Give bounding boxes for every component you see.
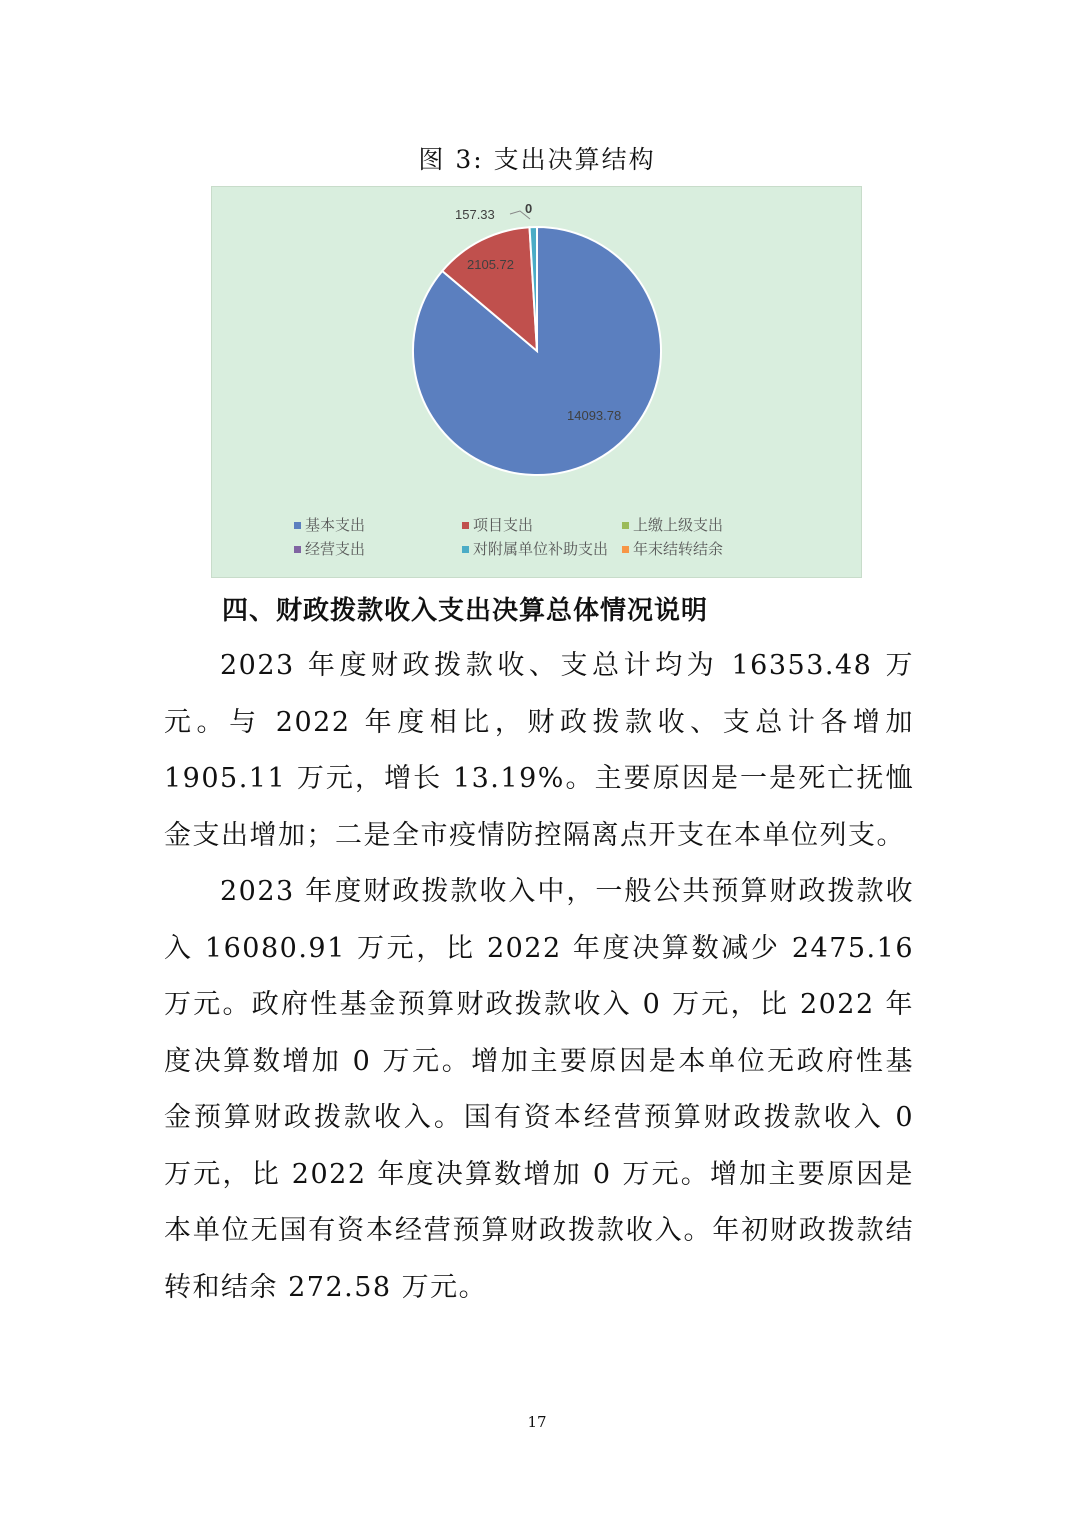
legend-swatch-2 [622,522,629,529]
legend-label-3: 经营支出 [305,541,366,558]
paragraph-2: 2023 年度财政拨款收入中，一般公共预算财政拨款收入 16080.91 万元，比 2022 年度决算数减少 2475.16 万元。政府性基金预算财政拨款收入 0 万元，比 2022 年度决算数增加 0 万元。增加主要原因是本单位无政府性基金预算财政拨款收入。国有资本经营预算财政拨款收入 0 万元，比 2022 年度决算数增加 0 万元。增加主要原因是本单位无国有资本经营预算财政拨款收入。年初财政拨款结转和结余 272.58 万元。 [164,876,914,1303]
legend-swatch-5 [622,546,629,553]
pie-chart-svg [212,187,863,579]
figure-caption: 图 3: 支出决算结构 [418,145,656,174]
legend-swatch-3 [294,546,301,553]
legend-label-4: 对附属单位补助支出 [473,541,609,558]
data-label-0: 14093.78 [567,408,622,423]
data-label-1: 2105.72 [467,257,514,272]
legend-label-0: 基本支出 [305,517,366,534]
pie-chart [211,186,862,578]
legend-label-2: 上缴上级支出 [633,517,724,534]
legend-label-5: 年末结转结余 [633,541,724,558]
legend-swatch-1 [462,522,469,529]
data-label-2: 157.33 [455,207,495,222]
data-label-3: 0 [525,201,533,216]
legend-label-1: 项目支出 [473,517,534,534]
legend-swatch-4 [462,546,469,553]
paragraph-1: 2023 年度财政拨款收、支总计均为 16353.48 万元。与 2022 年度相比，财政拨款收、支总计各增加 1905.11 万元，增长 13.19%。主要原因是一是死亡抚恤金支出增加；二是全市疫情防控隔离点开支在本单位列支。 [164,650,914,851]
section-heading: 四、财政拨款收入支出决算总体情况说明 [222,596,709,626]
page-number: 17 [527,1413,547,1431]
legend-swatch-0 [294,522,301,529]
